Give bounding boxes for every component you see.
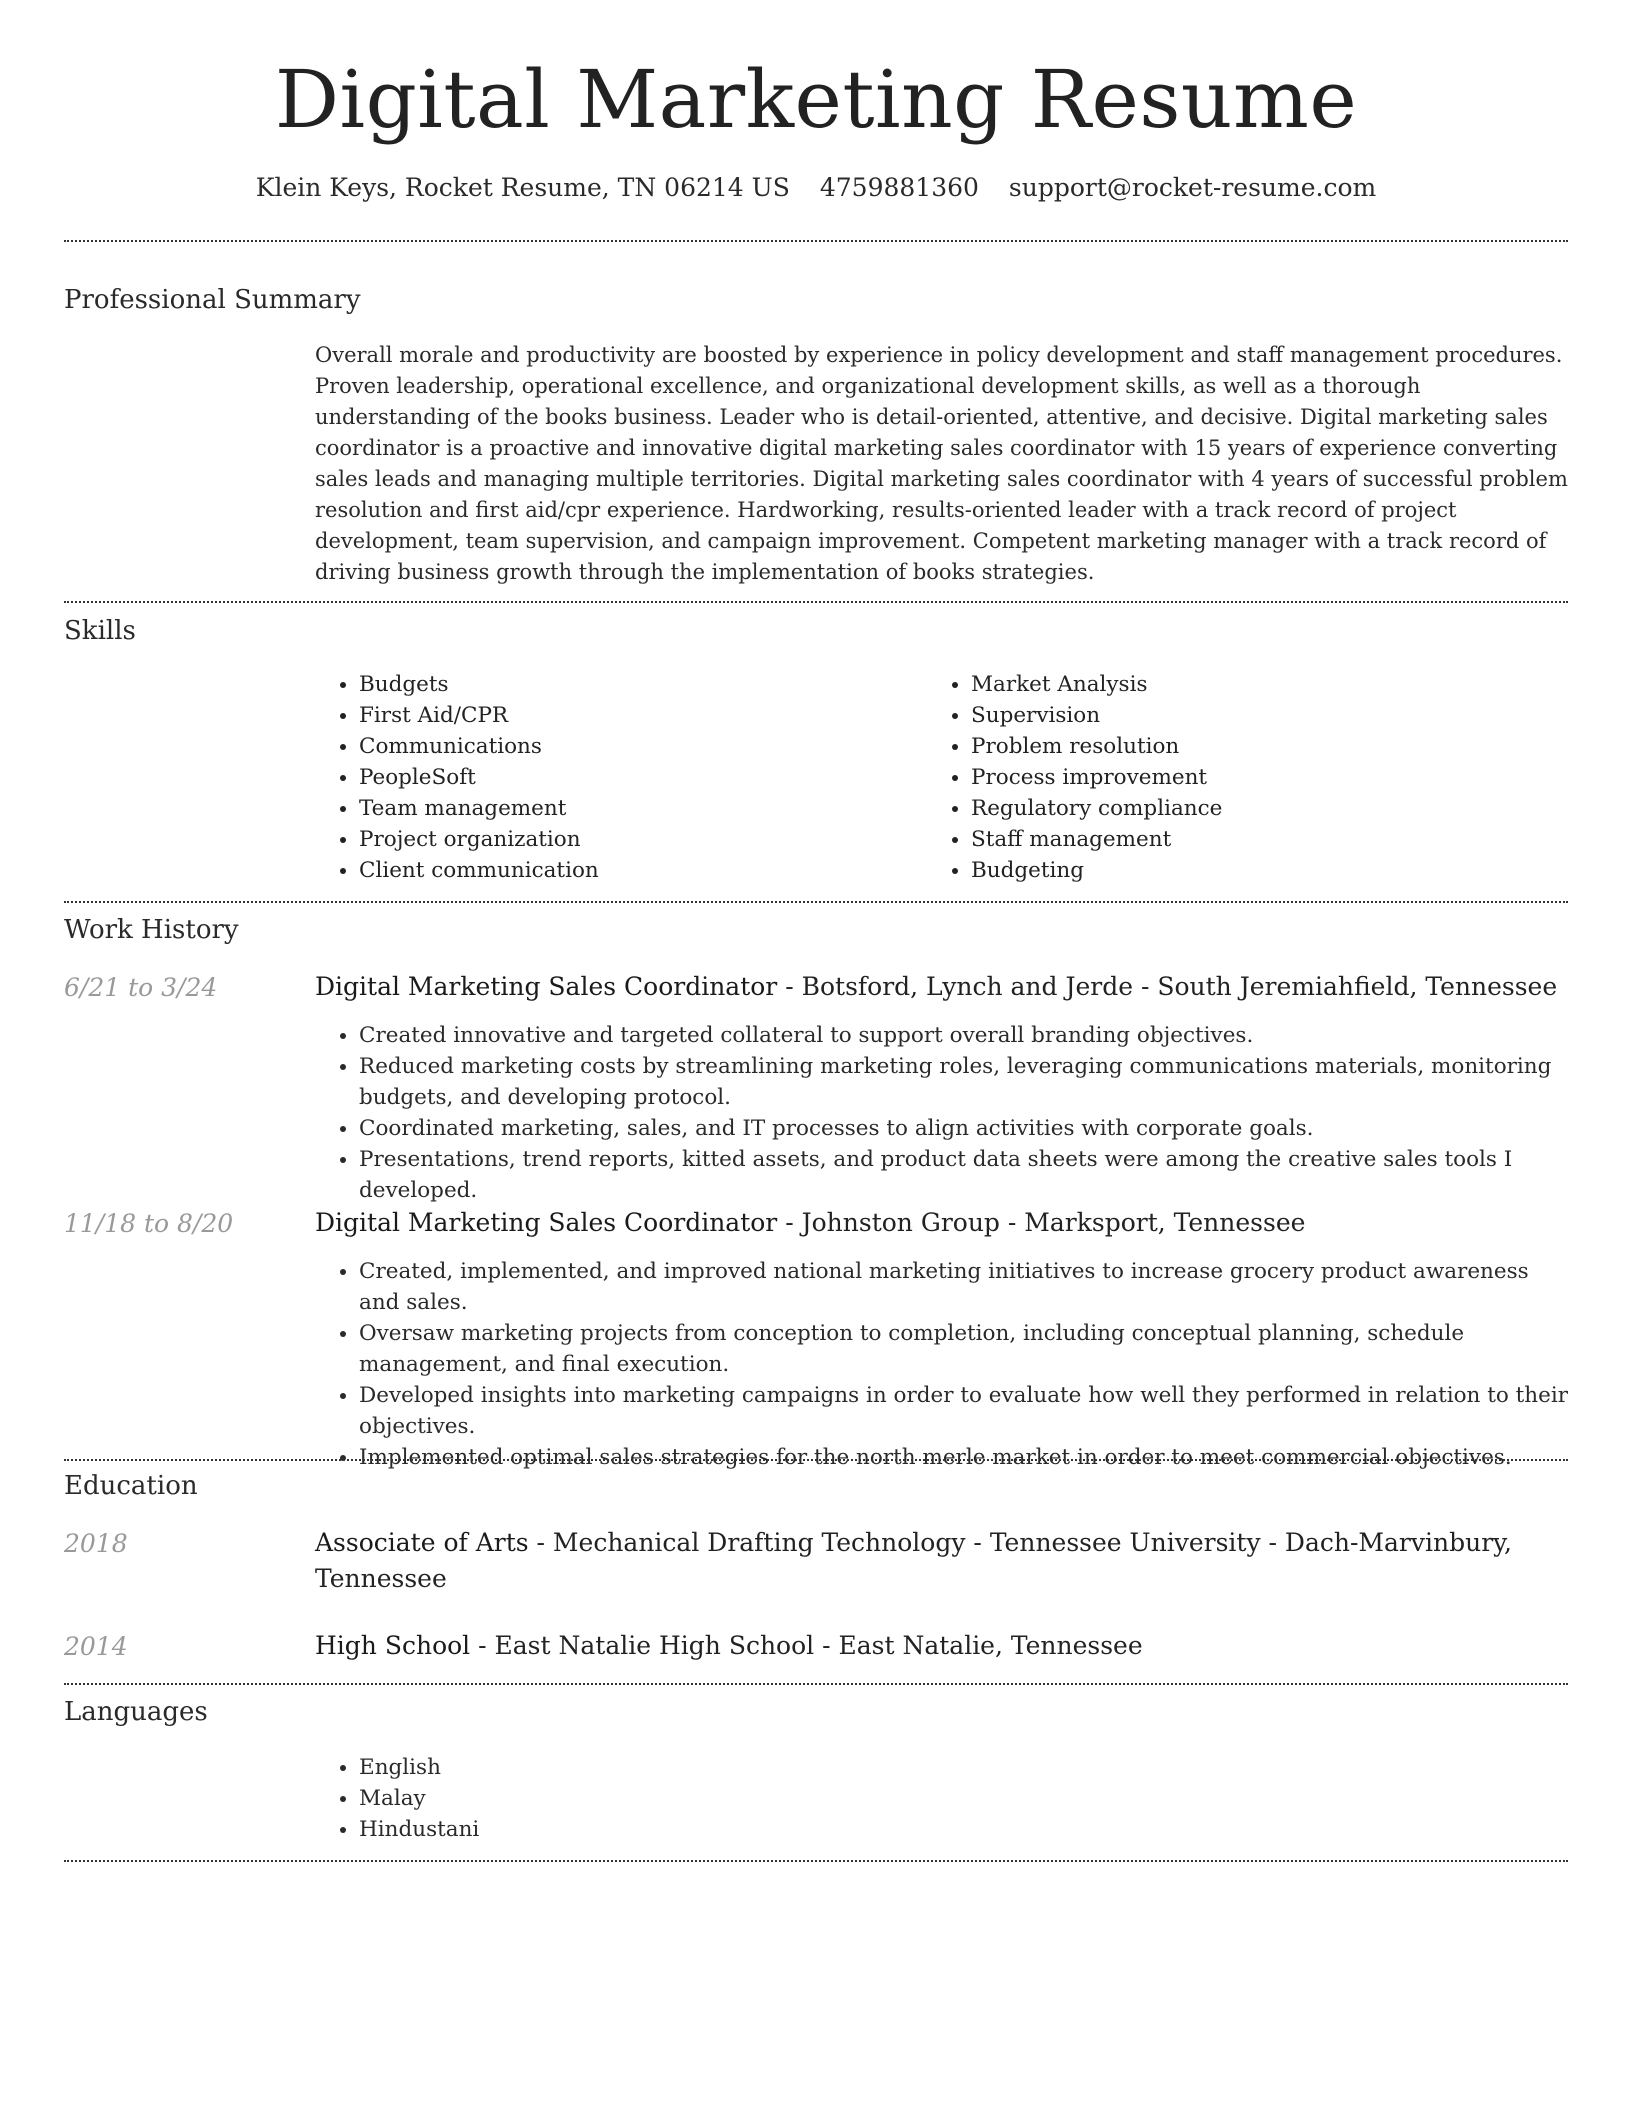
contact-phone: 4759881360 [819, 173, 979, 202]
language-item: • Hindustani [359, 1814, 1568, 1845]
job-bullet: • Reduced marketing costs by streamlining marketing roles, leveraging communications materials, monitoring budgets, and developing protocol. [359, 1051, 1568, 1113]
skill-item: • Communications [359, 731, 915, 762]
contact-line [0, 170, 1632, 206]
summary-text: Overall morale and productivity are boosted by experience in policy development and staff management procedures. Proven leadership, operational excellence, and organizational development skills, as well as a thorough understanding of the books business. Leader who is detail-oriented, attentive, and decisive. Digital marketing sales coordinator is a proactive and innovative digital marketing sales coordinator with 15 years of experience converting sales leads and managing multiple territories. Digital marketing sales coordinator with 4 years of successful problem resolution and first aid/cpr experience. Hardworking, results-oriented leader with a track record of project development, team supervision, and campaign improvement. Competent marketing manager with a track record of driving business growth through the implementation of books strategies. [315, 343, 1568, 584]
job-bullets [315, 1020, 1568, 1206]
job-bullet: • Coordinated marketing, sales, and IT processes to align activities with corporate goals. [359, 1113, 1568, 1144]
skill-item: • Budgeting [971, 855, 1527, 886]
section-divider [64, 240, 1568, 242]
skill-item: • Staff management [971, 824, 1527, 855]
education-year: 2018 [64, 1529, 128, 1558]
section-divider [64, 1683, 1568, 1685]
job-bullet: • Created innovative and targeted collateral to support overall branding objectives. [359, 1020, 1568, 1051]
skill-item: • Supervision [971, 700, 1527, 731]
job-dates: 6/21 to 3/24 [64, 973, 218, 1002]
languages-list [315, 1752, 1568, 1845]
education-degree: High School [315, 1631, 471, 1660]
contact-address: Klein Keys, Rocket Resume, TN 06214 US [255, 173, 790, 202]
job-bullet: • Presentations, trend reports, kitted assets, and product data sheets were among the creative sales tools I developed. [359, 1144, 1568, 1206]
skill-item: • Team management [359, 793, 915, 824]
job-header [315, 1205, 1568, 1241]
summary-heading: Professional Summary [64, 285, 361, 315]
skill-item: • Budgets [359, 669, 915, 700]
job-dates: 11/18 to 8/20 [64, 1209, 234, 1238]
skill-item: • Project organization [359, 824, 915, 855]
skills-list-left [315, 669, 915, 886]
skills-list-right [927, 669, 1527, 886]
skill-item: • First Aid/CPR [359, 700, 915, 731]
section-divider [64, 1459, 1568, 1461]
education-entry [315, 1628, 1568, 1664]
skill-item: • Regulatory compliance [971, 793, 1527, 824]
job-title: Digital Marketing Sales Coordinator [315, 972, 778, 1001]
job-bullets [315, 1256, 1568, 1473]
job-employer: - Botsford, Lynch and Jerde - South Jeremiahfield, Tennessee [777, 972, 1558, 1001]
job-employer: - Johnston Group - Marksport, Tennessee [777, 1208, 1306, 1237]
section-divider [64, 1860, 1568, 1862]
contact-email: support@rocket-resume.com [1008, 173, 1377, 202]
section-divider [64, 601, 1568, 603]
section-divider [64, 901, 1568, 903]
job-bullet: • Developed insights into marketing campaigns in order to evaluate how well they performed in relation to their objectives. [359, 1380, 1568, 1442]
education-details: - Mechanical Drafting Technology - Tennessee University - Dach-Marvinbury, Tennessee [315, 1528, 1512, 1593]
skills-heading: Skills [64, 616, 136, 646]
education-details: - East Natalie High School - East Natalie, Tennessee [470, 1631, 1143, 1660]
skill-item: • Client communication [359, 855, 915, 886]
skill-item: • PeopleSoft [359, 762, 915, 793]
resume-title: Digital Marketing Resume [274, 53, 1358, 146]
language-item: • Malay [359, 1783, 1568, 1814]
education-year: 2014 [64, 1632, 128, 1661]
job-bullet: • Created, implemented, and improved national marketing initiatives to increase grocery product awareness and sales. [359, 1256, 1568, 1318]
job-header [315, 969, 1568, 1005]
skill-item: • Process improvement [971, 762, 1527, 793]
language-item: • English [359, 1752, 1568, 1783]
work-heading: Work History [64, 915, 239, 945]
job-title: Digital Marketing Sales Coordinator [315, 1208, 778, 1237]
languages-heading: Languages [64, 1697, 208, 1727]
job-bullet: • Oversaw marketing projects from conception to completion, including conceptual planning, schedule management, and final execution. [359, 1318, 1568, 1380]
education-degree: Associate of Arts [315, 1528, 529, 1557]
education-heading: Education [64, 1471, 198, 1501]
job-bullet: • Implemented optimal sales strategies for the north merle market in order to meet commercial objectives. [359, 1442, 1568, 1473]
skill-item: • Problem resolution [971, 731, 1527, 762]
skill-item: • Market Analysis [971, 669, 1527, 700]
education-entry [315, 1525, 1568, 1597]
